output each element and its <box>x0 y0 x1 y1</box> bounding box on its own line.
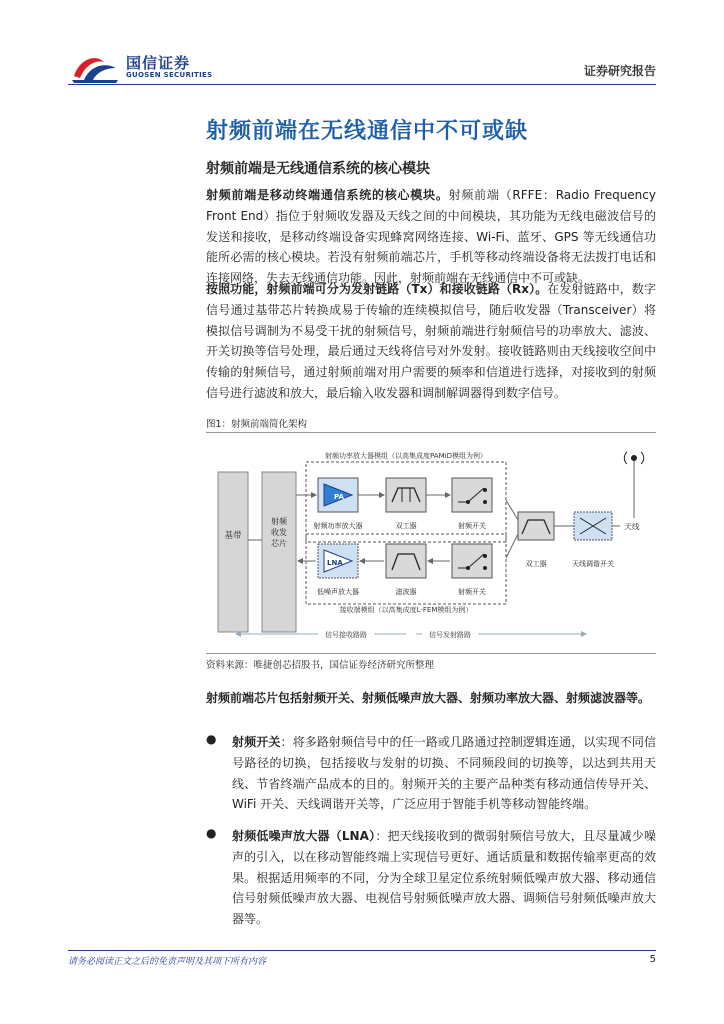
section-title: 射频前端在无线通信中不可或缺 <box>206 119 529 144</box>
transceiver-label-1: 射频 <box>271 517 287 526</box>
paragraph-1-lead: 射频前端是移动终端通信系统的核心模块。 <box>206 188 449 202</box>
tuner-label: 天线调谐开关 <box>572 560 614 568</box>
bullet-dot-2: ● <box>206 826 217 840</box>
bullet-1 <box>232 732 656 815</box>
transceiver-label-2: 收发 <box>271 528 287 537</box>
bullet-dot-1: ● <box>206 732 217 746</box>
tx-switch-label: 射频开关 <box>458 522 486 530</box>
filter-block <box>386 544 426 578</box>
transceiver-block <box>262 472 296 632</box>
paragraph-1 <box>206 185 656 289</box>
baseband-block <box>218 472 248 632</box>
tx-module-label: 射频功率放大器模组（以高集成度PAMiD模组为例） <box>325 452 487 460</box>
rf-frontend-diagram <box>206 440 656 650</box>
logo-en-text: GUOSEN SECURITIES <box>126 71 213 79</box>
rx-module-label: 接收端模组（以高集成度L-FEM模组为例） <box>339 606 473 614</box>
figure-source: 资料来源：唯捷创芯招股书，国信证券经济研究所整理 <box>206 660 435 671</box>
bullet-2-body: ：把天线接收到的微弱射频信号放大，且尽量减少噪声的引入，以在移动智能终端上实现信号更好、通话质量和数据传输率更高的效果。根据适用频率的不同，分为全球卫星定位系统射频低噪声放大器、移动通信信号射频低噪声放大器、电视信号射频低噪声放大器、调频信号射频低噪声放大器等。 <box>232 829 656 927</box>
antenna-label: 天线 <box>624 522 640 531</box>
disclaimer-note: 请务必阅读正文之后的免责声明及其项下所有内容 <box>68 957 267 967</box>
diplexer-label: 双工器 <box>525 560 547 568</box>
rx-switch-label: 射频开关 <box>458 588 486 596</box>
bullet-1-body: ：将多路射频信号中的任一路或几路通过控制逻辑连通，以实现不同信号路径的切换，包括接收与发射的切换、不同频段间的切换等，以达到共用天线、节省终端产品成本的目的。射频开关的主要产品种类有移动通信传导开关、WiFi 开关、天线调谐开关等，广泛应用于智能手机等移动智能终端。 <box>232 735 656 812</box>
bullet-2 <box>232 826 656 930</box>
page-number: 5 <box>649 954 656 965</box>
report-type: 证券研究报告 <box>583 64 656 78</box>
pa-label: 射频功率放大器 <box>313 522 363 530</box>
guosen-logo-icon <box>70 50 120 84</box>
rx-path-label: 信号接收路路 <box>325 631 367 639</box>
figure-top-rule <box>206 432 656 433</box>
bullet-1-lead: 射频开关 <box>232 735 281 749</box>
filter-label: 滤波器 <box>395 588 417 596</box>
paragraph-1-body: 射频前端（RFFE：Radio Frequency Front End）指位于射频收发器及天线之间的中间模块，其功能为无线电磁波信号的发送和接收，是移动终端设备实现蜂窝网络连接、Wi-Fi、蓝牙、GPS 等无线通信功能所必需的核心模块。若没有射频前端芯片，手机等移动终端设备将无法拨打电话和连接网络，失去无线通信功能。因此，射频前端在无线通信中不可或缺。 <box>206 188 656 286</box>
antenna-icon <box>631 455 637 461</box>
paragraph-2-body: 在发射链路中，数字信号通过基带芯片转换成易于传输的连续模拟信号，随后收发器（Transceiver）将模拟信号调制为不易受干扰的射频信号，射频前端进行射频信号的功率放大、滤波、开关切换等信号处理，最后通过天线将信号对外发射。接收链路则由天线接收空间中传输的射频信号，通过射频前端对用户需要的频率和信道进行选择，对接收到的射频信号进行滤波和放大，最后输入收发器和调制解调器得到数字信号。 <box>206 282 656 400</box>
lna-label: 低噪声放大器 <box>317 588 359 596</box>
paragraph-3: 射频前端芯片包括射频开关、射频低噪声放大器、射频功率放大器、射频滤波器等。 <box>206 691 651 705</box>
pa-text: PA <box>334 493 344 501</box>
footer-divider <box>68 950 656 951</box>
transceiver-label-3: 芯片 <box>271 539 287 548</box>
header-divider <box>68 84 656 85</box>
subsection-title: 射频前端是无线通信系统的核心模块 <box>206 161 430 177</box>
tx-switch-block <box>452 478 492 512</box>
paragraph-2 <box>206 279 656 404</box>
rx-switch-block <box>452 544 492 578</box>
figure-bottom-rule <box>206 653 656 654</box>
duplexer-block <box>386 478 426 512</box>
baseband-label: 基带 <box>224 531 242 541</box>
duplexer-label: 双工器 <box>395 522 417 530</box>
lna-text: LNA <box>327 559 343 567</box>
tx-path-label: 信号发射路路 <box>429 631 471 639</box>
figure-title: 图1：射频前端简化架构 <box>206 419 308 430</box>
diplexer-block <box>518 512 554 540</box>
bullet-2-lead: 射频低噪声放大器（LNA） <box>232 829 376 843</box>
logo-cn-text: 国信证券 <box>126 54 191 72</box>
paragraph-2-lead: 按照功能，射频前端可分为发射链路（Tx）和接收链路（Rx）。 <box>206 282 548 296</box>
